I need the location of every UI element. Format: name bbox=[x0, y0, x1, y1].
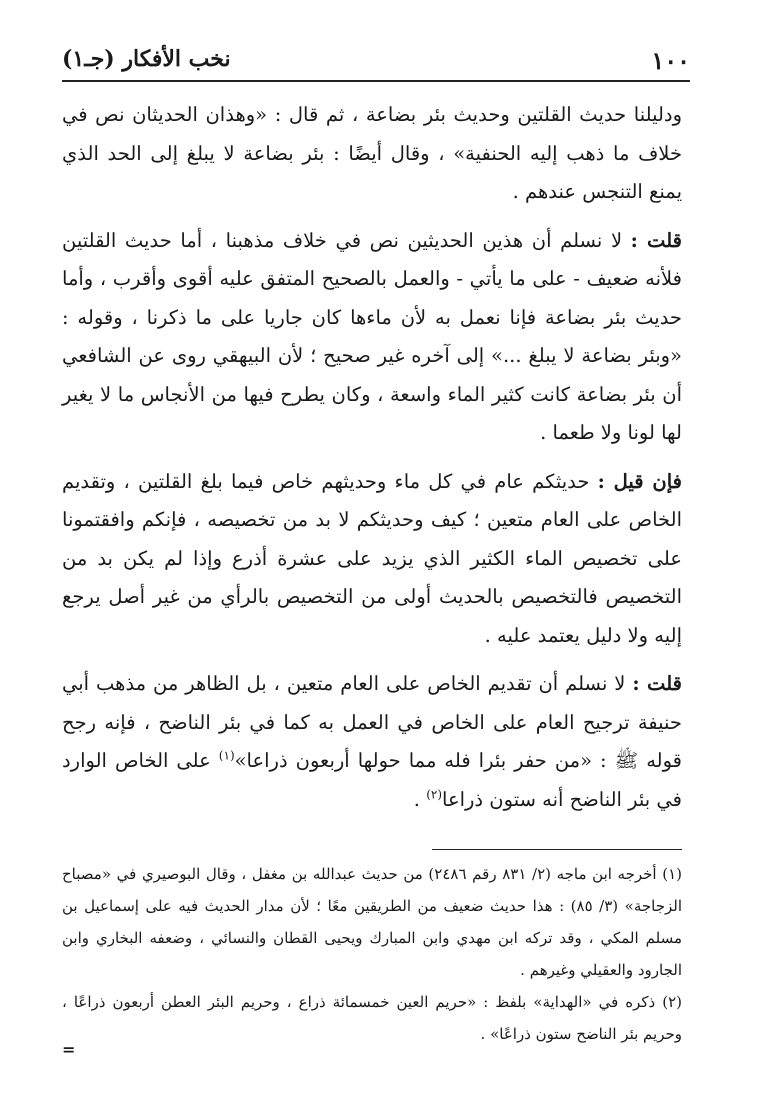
footnotes bbox=[62, 858, 682, 1050]
paragraph-lead: قلت : bbox=[630, 228, 682, 252]
paragraph-text: ودليلنا حديث القلتين وحديث بئر بضاعة ، ثم قال : «وهذان الحديثان نص في خلاف ما ذهب إليه الحنفية» ، وقال أيضًا : بئر بضاعة لا يبلغ إلى الحد الذي يمنع التنجس عندهم . bbox=[62, 103, 682, 203]
footnote: (٢) ذكره في «الهداية» بلفظ : «حريم العين خمسمائة ذراع ، وحريم البئر العطن أربعون ذراعًا ، وحريم بئر الناضح ستون ذراعًا» . bbox=[62, 993, 682, 1043]
footnote-ref[interactable]: (٢) bbox=[426, 787, 443, 801]
paragraph-lead: قلت : bbox=[632, 672, 682, 695]
paragraph-lead: فإن قيل : bbox=[597, 469, 682, 493]
paragraph-text: . bbox=[413, 787, 427, 811]
page-number: ١٠٠ bbox=[651, 46, 690, 75]
continuation-mark: = bbox=[62, 1040, 76, 1059]
paragraph-text: لا نسلم أن هذين الحديثين نص في خلاف مذهبنا ، أما حديث القلتين فلأنه ضعيف - على ما يأتي - والعمل بالصحيح المتفق عليه أقوى وأقرب ، وأما حديث بئر بضاعة فإنا نعمل به لأن ماءها كان جاريا على ما ذكرنا ، وقوله : «وبئر بضاعة لا يبلغ ...» إلى آخره غير صحيح ؛ لأن البيهقي روى عن الشافعي أن بئر بضاعة كانت كثير الماء واسعة ، وكان يطرح فيها من الأنجاس ما لا يغير لها لونا ولا طعما . bbox=[62, 228, 682, 444]
main-text bbox=[62, 96, 682, 829]
paragraph-text: حديثكم عام في كل ماء وحديثهم خاص فيما بلغ القلتين ، وتقديم الخاص على العام متعين ؛ كيف وحديثكم لا بد من تخصيصه ، فإنكم وافقتمونا على تخصيص الماء الكثير الذي يزيد على عشرة أذرع وإذا لم يكن بد من التخصيص فالتخصيص بالحديث أولى من التخصيص بالرأي من غير أصل يرجع إليه ولا دليل يعتمد عليه . bbox=[62, 469, 682, 647]
page-header bbox=[62, 40, 690, 82]
footnote-divider bbox=[432, 849, 682, 850]
book-title: نخب الأفكار (جـ١) bbox=[62, 46, 231, 72]
paragraph-text: على الخاص الوارد في بئر الناضح أنه ستون ذراعا bbox=[62, 749, 682, 811]
footnote: (١) أخرجه ابن ماجه (٢/ ٨٣١ رقم ٢٤٨٦) من حديث عبدالله بن مغفل ، وقال البوصيري في «مصباح الزجاجة» (٣/ ٨٥) : هذا حديث ضعيف من الطريقين معًا ؛ لأن مدار الحديث فيه على إسماعيل بن مسلم المكي ، وقد تركه ابن مهدي وابن المبارك ويحيى القطان والنسائي ، وضعفه البخاري وابن الجارود والعقيلي وغيرهم . bbox=[62, 865, 683, 979]
paragraph bbox=[62, 96, 682, 212]
paragraph bbox=[62, 463, 682, 656]
paragraph bbox=[62, 222, 682, 453]
paragraph bbox=[62, 665, 682, 819]
footnote-ref[interactable]: (١) bbox=[218, 748, 235, 763]
paragraph-text: لا نسلم أن تقديم الخاص على العام متعين ، بل الظاهر من مذهب أبي حنيفة ترجيح العام على الخاص في العمل به كما في بئر الناضح ، فإنه رجح قوله ﷺ : «من حفر بئرا فله مما حولها أربعون ذراعا» bbox=[62, 672, 682, 772]
